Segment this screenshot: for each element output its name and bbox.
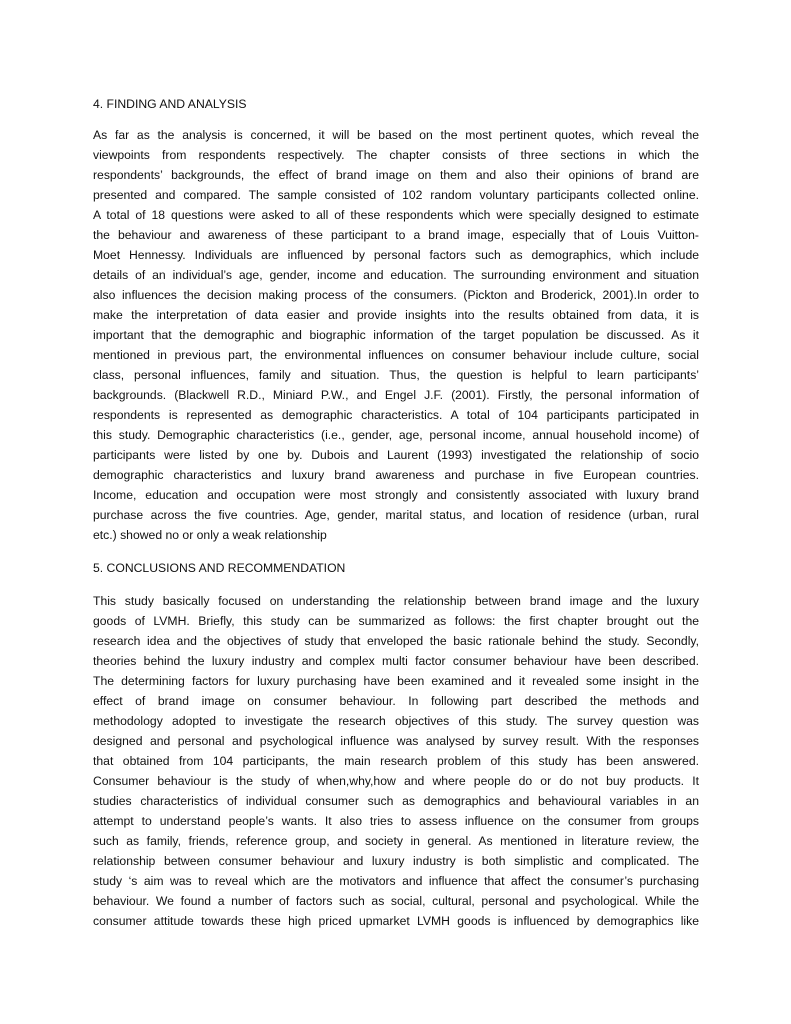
section-5-line: The determining factors for luxury purchasing have been examined and it revealed some insight in the	[93, 674, 699, 688]
section-4-line: viewpoints from respondents respectively. The chapter consists of three sections in which the	[93, 148, 699, 162]
section-4-line: etc.) showed no or only a weak relationship	[93, 528, 327, 542]
section-5-line: attempt to understand people’s wants. It also tries to assess influence on the consumer from groups	[93, 814, 699, 828]
section-4-line: As far as the analysis is concerned, it will be based on the most pertinent quotes, which reveal the	[93, 128, 699, 142]
section-5-line: research idea and the objectives of study that enveloped the basic rationale behind the study. Secondly,	[93, 634, 699, 648]
section-5-line: that obtained from 104 participants, the main research problem of this study has been answered.	[93, 754, 699, 768]
section-5-line: This study basically focused on understanding the relationship between brand image and the luxury	[93, 594, 699, 608]
section-4-line: Moet Hennessy. Individuals are influenced by personal factors such as demographics, which include	[93, 248, 699, 262]
section-5-line: studies characteristics of individual consumer such as demographics and behavioural variables in an	[93, 794, 699, 808]
section-4-line: A total of 18 questions were asked to all of these respondents which were specially designed to estimate	[93, 208, 699, 222]
section-5-line: theories behind the luxury industry and complex multi factor consumer behaviour have been described.	[93, 654, 699, 668]
section-4-heading-block	[93, 94, 699, 114]
section-4-line: make the interpretation of data easier and provide insights into the results obtained from data, it is	[93, 308, 699, 322]
section-4-body	[93, 125, 699, 545]
section-4-line: demographic characteristics and luxury brand awareness and purchase in five European countries.	[93, 468, 699, 482]
section-5-body	[93, 591, 699, 931]
section-4-heading: 4. FINDING AND ANALYSIS	[93, 97, 247, 111]
section-4-line: backgrounds. (Blackwell R.D., Miniard P.W., and Engel J.F. (2001). Firstly, the personal information of	[93, 388, 699, 402]
section-4-line: the behaviour and awareness of these participant to a brand image, especially that of Louis Vuitton-	[93, 228, 699, 242]
section-4-line: purchase across the five countries. Age, gender, marital status, and location of residence (urban, rural	[93, 508, 699, 522]
section-5-line: Consumer behaviour is the study of when,why,how and where people do or do not buy products. It	[93, 774, 699, 788]
section-4-line: class, personal influences, family and situation. Thus, the question is helpful to learn participants’	[93, 368, 699, 382]
section-5-line: behaviour. We found a number of factors such as social, cultural, personal and psychological. While the	[93, 894, 699, 908]
section-5-line: consumer attitude towards these high priced upmarket LVMH goods is influenced by demographics like	[93, 914, 699, 928]
section-5-line: goods of LVMH. Briefly, this study can be summarized as follows: the first chapter brought out the	[93, 614, 699, 628]
section-4-line: respondents is represented as demographic characteristics. A total of 104 participants participated in	[93, 408, 699, 422]
section-4-line: respondents’ backgrounds, the effect of brand image on them and also their opinions of brand are	[93, 168, 699, 182]
section-5-line: relationship between consumer behaviour and luxury industry is both simplistic and complicated. The	[93, 854, 699, 868]
section-4-line: also influences the decision making process of the consumers. (Pickton and Broderick, 2001).In order to	[93, 288, 699, 302]
section-5-heading: 5. CONCLUSIONS AND RECOMMENDATION	[93, 561, 346, 575]
section-4-line: this study. Demographic characteristics (i.e., gender, age, personal income, annual household income) of	[93, 428, 699, 442]
section-5-line: such as family, friends, reference group, and society in general. As mentioned in literature review, the	[93, 834, 699, 848]
section-5-line: effect of brand image on consumer behaviour. In following part described the methods and	[93, 694, 699, 708]
section-4-line: mentioned in previous part, the environmental influences on consumer behaviour include culture, social	[93, 348, 699, 362]
section-4-line: Income, education and occupation were most strongly and consistently associated with luxury brand	[93, 488, 699, 502]
section-5-heading-block	[93, 558, 699, 578]
section-4-line: important that the demographic and biographic information of the target population be discussed. As it	[93, 328, 699, 342]
section-4-line: participants were listed by one by. Dubois and Laurent (1993) investigated the relationship of socio	[93, 448, 699, 462]
section-5-line: study ‘s aim was to reveal which are the motivators and influence that affect the consumer’s purchasing	[93, 874, 699, 888]
section-4-line: presented and compared. The sample consisted of 102 random voluntary participants collected online.	[93, 188, 699, 202]
section-5-line: methodology adopted to investigate the research objectives of this study. The survey question was	[93, 714, 699, 728]
section-4-line: details of an individual’s age, gender, income and education. The surrounding environment and situation	[93, 268, 699, 282]
section-5-line: designed and personal and psychological influence was analysed by survey result. With the responses	[93, 734, 699, 748]
